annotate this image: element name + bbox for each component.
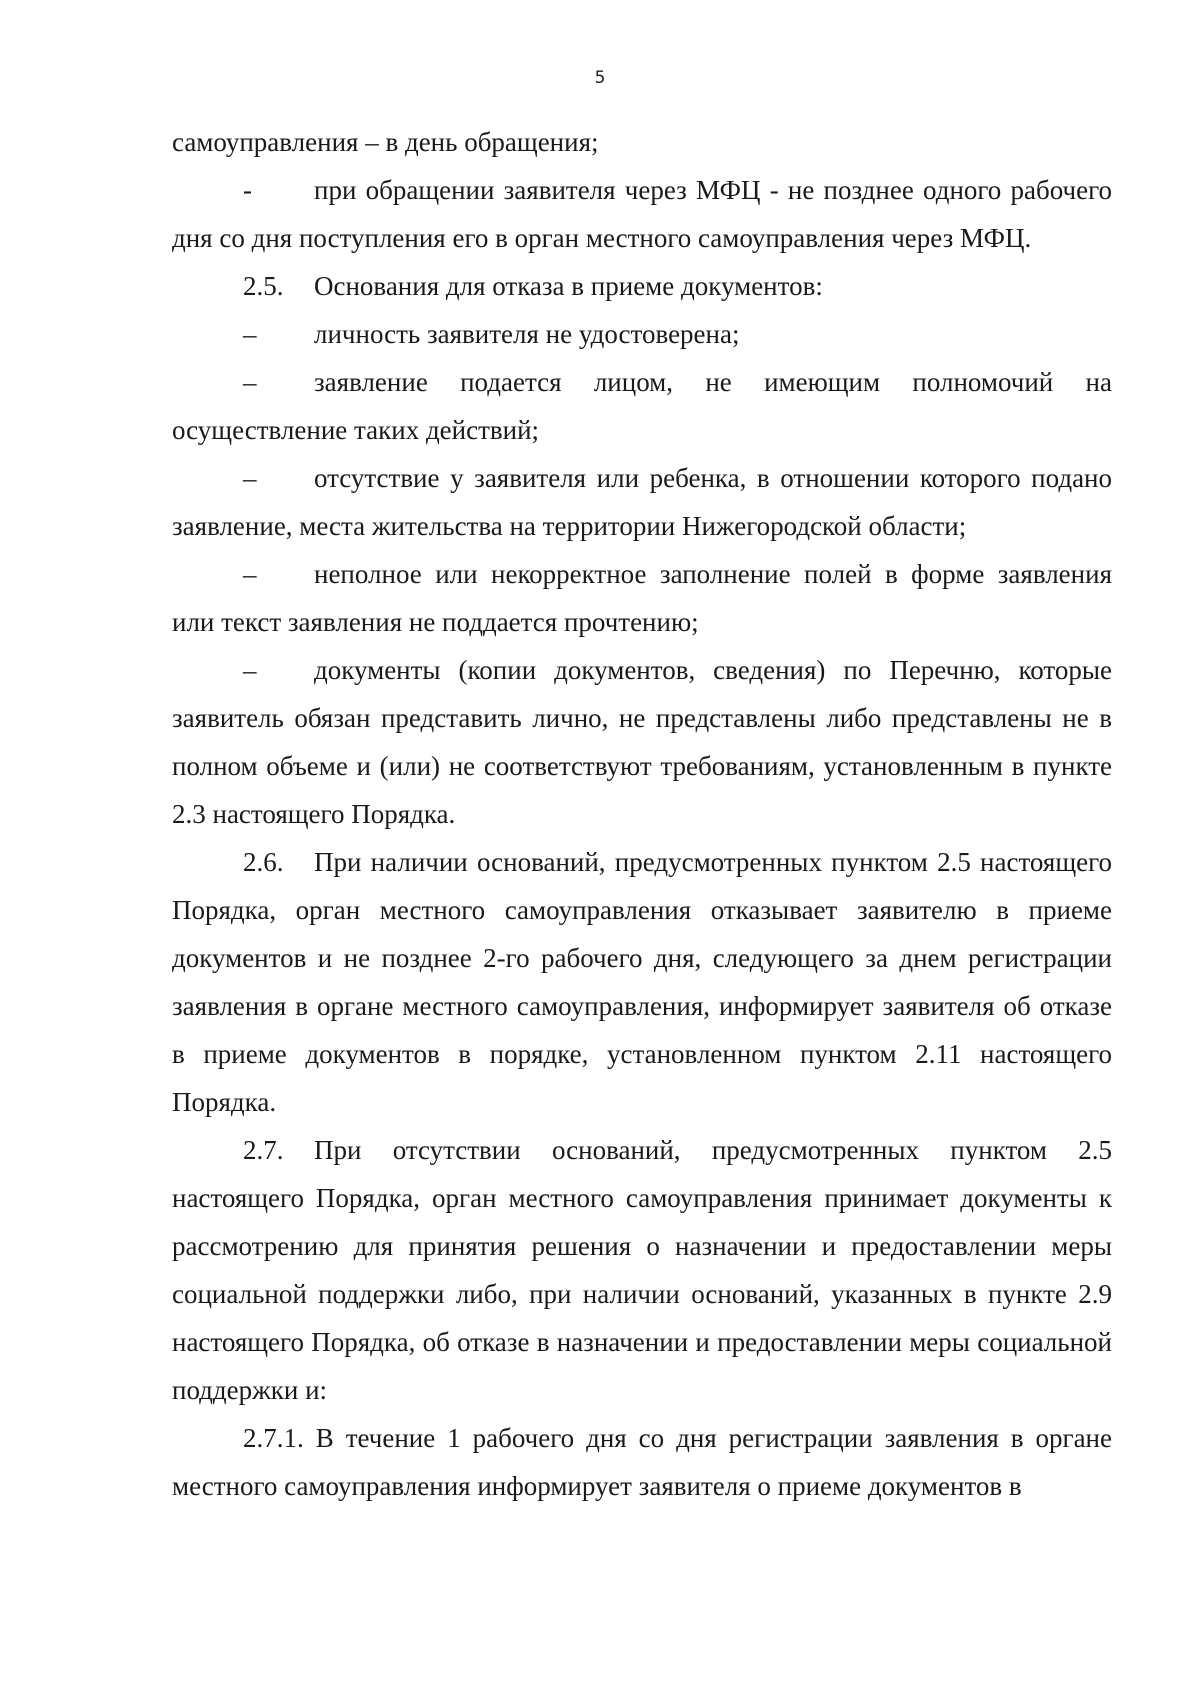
paragraph-text: неполное или некорректное заполнение полей в форме заявления или текст заявления не поддается прочтению;	[172, 559, 1112, 637]
paragraph-text: личность заявителя не удостоверена;	[314, 319, 740, 349]
clause-number: 2.6.	[243, 847, 284, 877]
list-marker: –	[243, 319, 257, 349]
clause-2-7-1	[172, 1414, 1112, 1510]
paragraph-text: самоуправления – в день обращения;	[172, 127, 599, 157]
list-marker: –	[243, 559, 257, 589]
list-item	[172, 310, 1112, 358]
clause-2-7	[172, 1126, 1112, 1414]
list-item	[172, 550, 1112, 646]
paragraph-text: При наличии оснований, предусмотренных пунктом 2.5 настоящего Порядка, орган местного самоуправления отказывает заявителю в приеме документов и не позднее 2-го рабочего дня, следующего за днем регистрации заявления в органе местного самоуправления, информирует заявителя об отказе в приеме документов в порядке, установленном пунктом 2.11 настоящего Порядка.	[172, 847, 1112, 1117]
paragraph-text: При отсутствии оснований, предусмотренных пунктом 2.5 настоящего Порядка, орган местного самоуправления принимает документы к рассмотрению для принятия решения о назначении и предоставлении меры социальной поддержки либо, при наличии оснований, указанных в пункте 2.9 настоящего Порядка, об отказе в назначении и предоставлении меры социальной поддержки и:	[172, 1135, 1112, 1405]
list-marker: –	[243, 655, 257, 685]
paragraph-text: документы (копии документов, сведения) по Перечню, которые заявитель обязан представить лично, не представлены либо представлены не в полном объеме и (или) не соответствуют требованиям, установленным в пункте 2.3 настоящего Порядка.	[172, 655, 1112, 829]
paragraph-text: отсутствие у заявителя или ребенка, в отношении которого подано заявление, места жительства на территории Нижегородской области;	[172, 463, 1112, 541]
list-item	[172, 358, 1112, 454]
paragraph-continuation	[172, 118, 1112, 166]
clause-number: 2.7.	[243, 1135, 284, 1165]
list-marker: –	[243, 463, 257, 493]
list-marker: –	[243, 367, 257, 397]
paragraph-text: В течение 1 рабочего дня со дня регистрации заявления в органе местного самоуправления информирует заявителя о приеме документов в	[172, 1423, 1112, 1501]
paragraph-text: Основания для отказа в приеме документов:	[314, 271, 823, 301]
clause-2-5	[172, 262, 1112, 310]
clause-number: 2.7.1.	[243, 1423, 304, 1453]
document-body	[172, 118, 1112, 1510]
list-item-mfc	[172, 166, 1112, 262]
list-marker: -	[243, 175, 252, 205]
list-item	[172, 646, 1112, 838]
paragraph-text: при обращении заявителя через МФЦ - не позднее одного рабочего дня со дня поступления его в орган местного самоуправления через МФЦ.	[172, 175, 1112, 253]
paragraph-text: заявление подается лицом, не имеющим полномочий на осуществление таких действий;	[172, 367, 1112, 445]
page-number: 5	[594, 68, 606, 88]
clause-2-6	[172, 838, 1112, 1126]
list-item	[172, 454, 1112, 550]
clause-number: 2.5.	[243, 271, 284, 301]
